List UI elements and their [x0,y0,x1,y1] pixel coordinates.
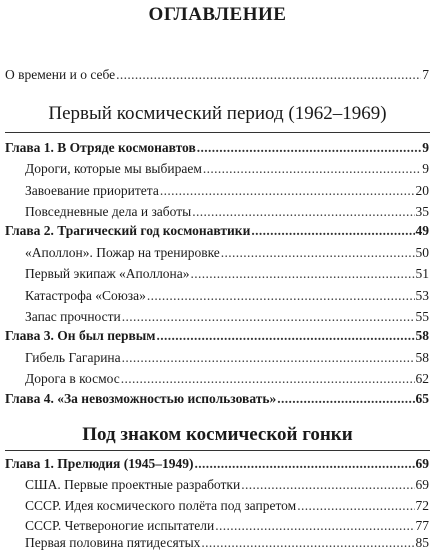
leader-dots [297,498,414,514]
entry-title: Катастрофа «Союза» [25,288,146,303]
entry-page: 85 [415,535,429,550]
leader-dots [157,328,415,344]
entry-title: О времени и о себе [5,67,116,82]
entry-page: 9 [422,140,429,155]
entry-title: Дороги, которые мы выбираем [25,161,202,176]
leader-dots [197,140,422,156]
entry-page: 35 [415,204,429,219]
toc-item [25,535,429,551]
entry-page: 58 [415,328,429,343]
leader-dots [160,183,415,199]
toc-chapter [5,391,429,407]
toc-chapter [5,456,429,472]
entry-title: СССР. Идея космического полёта под запретом [25,498,297,513]
entry-title: Глава 3. Он был первым [5,328,156,343]
toc-chapter [5,223,429,239]
leader-dots [121,371,415,387]
entry-page: 77 [415,518,429,533]
entry-page: 62 [415,371,429,386]
leader-dots [147,288,415,304]
entry-title: Завоевание приоритета [25,183,159,198]
toc-item [25,245,429,261]
entry-title: Первый экипаж «Аполлона» [25,266,190,281]
leader-dots [194,456,414,472]
leader-dots [215,518,414,534]
toc-item [25,477,429,493]
part-title: Первый космический период (1962–1969) [48,103,387,124]
leader-dots [122,350,415,366]
entry-title: СССР. Четвероногие испытатели [25,518,215,533]
entry-title: Глава 1. В Отряде космонавтов [5,140,196,155]
leader-dots [251,223,414,239]
entry-page: 9 [422,161,429,176]
entry-page: 50 [415,245,429,260]
entry-page: 69 [415,477,429,492]
divider [5,132,430,133]
toc-item [25,288,429,304]
entry-page: 55 [415,309,429,324]
toc-item [25,371,429,387]
leader-dots [221,245,415,261]
toc-item [25,498,429,514]
page-title: ОГЛАВЛЕНИЕ [148,4,287,25]
entry-page: 51 [415,266,429,281]
entry-page: 49 [415,223,429,238]
entry-page: 65 [415,391,429,406]
leader-dots [122,309,415,325]
entry-page: 58 [415,350,429,365]
leader-dots [191,266,415,282]
entry-title: Повседневные дела и заботы [25,204,192,219]
entry-title: Гибель Гагарина [25,350,121,365]
entry-page: 7 [422,67,429,82]
leader-dots [277,391,414,407]
toc-entry-intro [5,67,429,83]
toc-item [25,518,429,534]
entry-title: Запас прочности [25,309,121,324]
divider [5,450,430,451]
leader-dots [203,161,421,177]
entry-page: 20 [415,183,429,198]
toc-chapter [5,140,429,156]
toc-item [25,204,429,220]
toc-item [25,161,429,177]
part-title: Под знаком космической гонки [82,424,353,445]
entry-title: Дорога в космос [25,371,120,386]
leader-dots [241,477,414,493]
entry-page: 72 [415,498,429,513]
entry-title: Глава 1. Прелюдия (1945–1949) [5,456,194,471]
toc-item [25,309,429,325]
toc-item [25,183,429,199]
leader-dots [192,204,414,220]
entry-page: 69 [415,456,429,471]
entry-title: США. Первые проектные разработки [25,477,241,492]
entry-page: 53 [415,288,429,303]
toc-item [25,350,429,366]
entry-title: «Аполлон». Пожар на тренировке [25,245,220,260]
entry-title: Глава 2. Трагический год космонавтики [5,223,251,238]
toc-chapter [5,328,429,344]
toc-item [25,266,429,282]
entry-title: Глава 4. «За невозможностью использовать» [5,391,277,406]
leader-dots [116,67,421,83]
leader-dots [201,535,414,551]
entry-title: Первая половина пятидесятых [25,535,201,550]
